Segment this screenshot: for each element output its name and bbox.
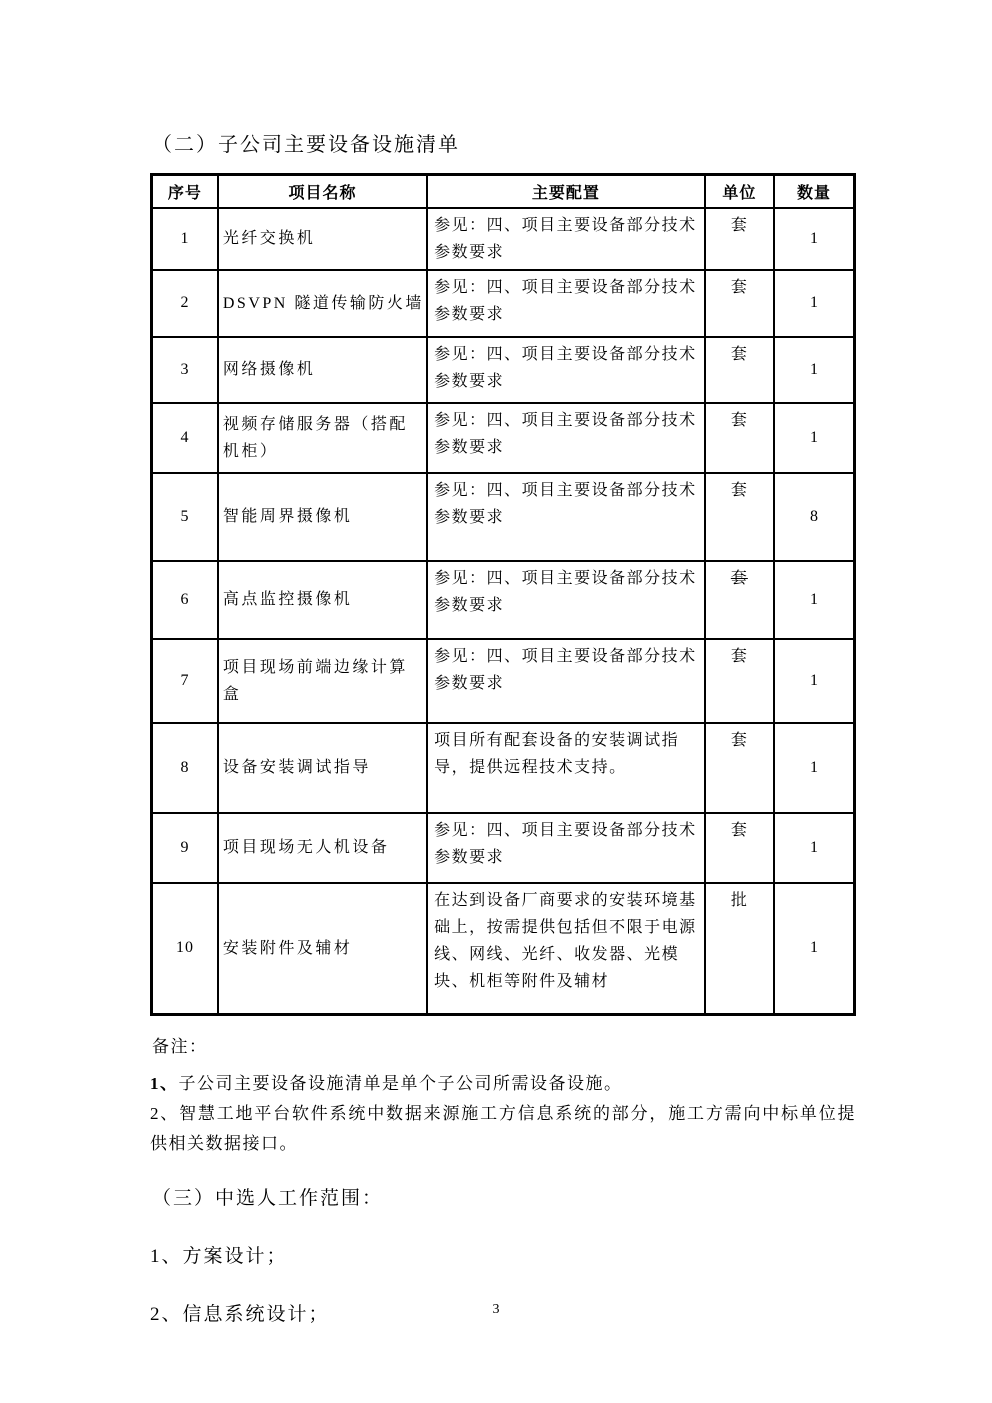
note-marker: 2、 (150, 1104, 180, 1123)
cell-quantity: 1 (774, 813, 854, 883)
cell-item-name: 智能周界摄像机 (218, 473, 427, 561)
table-row (152, 403, 855, 473)
cell-quantity: 1 (774, 639, 854, 723)
cell-serial-number: 2 (152, 270, 218, 337)
cell-unit: 套 (705, 403, 774, 473)
table-row (152, 883, 855, 1015)
table-row (152, 561, 855, 639)
note-item (150, 1099, 856, 1159)
cell-item-name: 安装附件及辅材 (218, 883, 427, 1015)
cell-main-config: 参见：四、项目主要设备部分技术参数要求 (427, 473, 705, 561)
cell-serial-number: 6 (152, 561, 218, 639)
cell-serial-number: 1 (152, 208, 218, 270)
page-content (150, 0, 856, 1326)
cell-unit: 套 (705, 208, 774, 270)
cell-quantity: 1 (774, 337, 854, 403)
cell-main-config: 在达到设备厂商要求的安装环境基础上，按需提供包括但不限于电源线、网线、光纤、收发器、光模块、机柜等附件及辅材 (427, 883, 705, 1015)
cell-unit: 批 (705, 883, 774, 1015)
note-item (150, 1069, 856, 1099)
cell-main-config: 参见：四、项目主要设备部分技术参数要求 (427, 208, 705, 270)
table-row (152, 813, 855, 883)
cell-quantity: 1 (774, 403, 854, 473)
cell-serial-number: 7 (152, 639, 218, 723)
scope-list-item: 2、信息系统设计； (150, 1304, 330, 1325)
cell-item-name: 高点监控摄像机 (218, 561, 427, 639)
cell-quantity: 1 (774, 723, 854, 813)
cell-item-name: 项目现场前端边缘计算盒 (218, 639, 427, 723)
cell-quantity: 1 (774, 208, 854, 270)
table-row (152, 639, 855, 723)
cell-item-name: DSVPN 隧道传输防火墙 (218, 270, 427, 337)
cell-unit: 套 (705, 473, 774, 561)
cell-main-config: 参见：四、项目主要设备部分技术参数要求 (427, 561, 705, 639)
cell-main-config: 参见：四、项目主要设备部分技术参数要求 (427, 403, 705, 473)
cell-main-config: 参见：四、项目主要设备部分技术参数要求 (427, 337, 705, 403)
header-cell-quantity: 数量 (774, 175, 854, 208)
table-header-row (152, 175, 855, 208)
table-row (152, 337, 855, 403)
cell-main-config: 参见：四、项目主要设备部分技术参数要求 (427, 270, 705, 337)
cell-unit: 套 (705, 639, 774, 723)
cell-item-name: 网络摄像机 (218, 337, 427, 403)
section-title: （二）子公司主要设备设施清单 (152, 134, 460, 156)
cell-quantity: 8 (774, 473, 854, 561)
table-row (152, 473, 855, 561)
cell-unit: 套 (705, 337, 774, 403)
cell-item-name: 视频存储服务器（搭配机柜） (218, 403, 427, 473)
cell-item-name: 设备安装调试指导 (218, 723, 427, 813)
cell-item-name: 光纤交换机 (218, 208, 427, 270)
cell-serial-number: 5 (152, 473, 218, 561)
cell-unit: 套 (705, 813, 774, 883)
equipment-table (150, 173, 856, 1016)
note-text: 子公司主要设备设施清单是单个子公司所需设备设施。 (178, 1074, 623, 1093)
cell-quantity: 1 (774, 883, 854, 1015)
equipment-table-body (152, 208, 855, 1015)
notes-heading: 备注： (152, 1037, 208, 1056)
table-row (152, 208, 855, 270)
header-cell-unit: 单位 (705, 175, 774, 208)
cell-unit: 套 (705, 561, 774, 639)
table-row (152, 270, 855, 337)
scope-list-item: 1、方案设计； (150, 1246, 288, 1267)
cell-serial-number: 4 (152, 403, 218, 473)
cell-quantity: 1 (774, 561, 854, 639)
header-cell-item-name: 项目名称 (218, 175, 427, 208)
cell-item-name: 项目现场无人机设备 (218, 813, 427, 883)
note-marker: 1、 (150, 1074, 179, 1093)
header-cell-main-config: 主要配置 (427, 175, 705, 208)
cell-quantity: 1 (774, 270, 854, 337)
scope-section-heading: （三）中选人工作范围： (152, 1188, 384, 1209)
cell-unit: 套 (705, 270, 774, 337)
cell-serial-number: 9 (152, 813, 218, 883)
note-text: 智慧工地平台软件系统中数据来源施工方信息系统的部分，施工方需向中标单位提供相关数据接口。 (150, 1104, 857, 1153)
cell-main-config: 参见：四、项目主要设备部分技术参数要求 (427, 639, 705, 723)
table-row (152, 723, 855, 813)
cell-main-config: 参见：四、项目主要设备部分技术参数要求 (427, 813, 705, 883)
header-cell-serial-number: 序号 (152, 175, 218, 208)
cell-serial-number: 8 (152, 723, 218, 813)
notes-list (150, 1069, 856, 1159)
cell-serial-number: 10 (152, 883, 218, 1015)
page-number: 3 (492, 1302, 500, 1317)
cell-main-config: 项目所有配套设备的安装调试指导，提供远程技术支持。 (427, 723, 705, 813)
cell-serial-number: 3 (152, 337, 218, 403)
cell-unit: 套 (705, 723, 774, 813)
